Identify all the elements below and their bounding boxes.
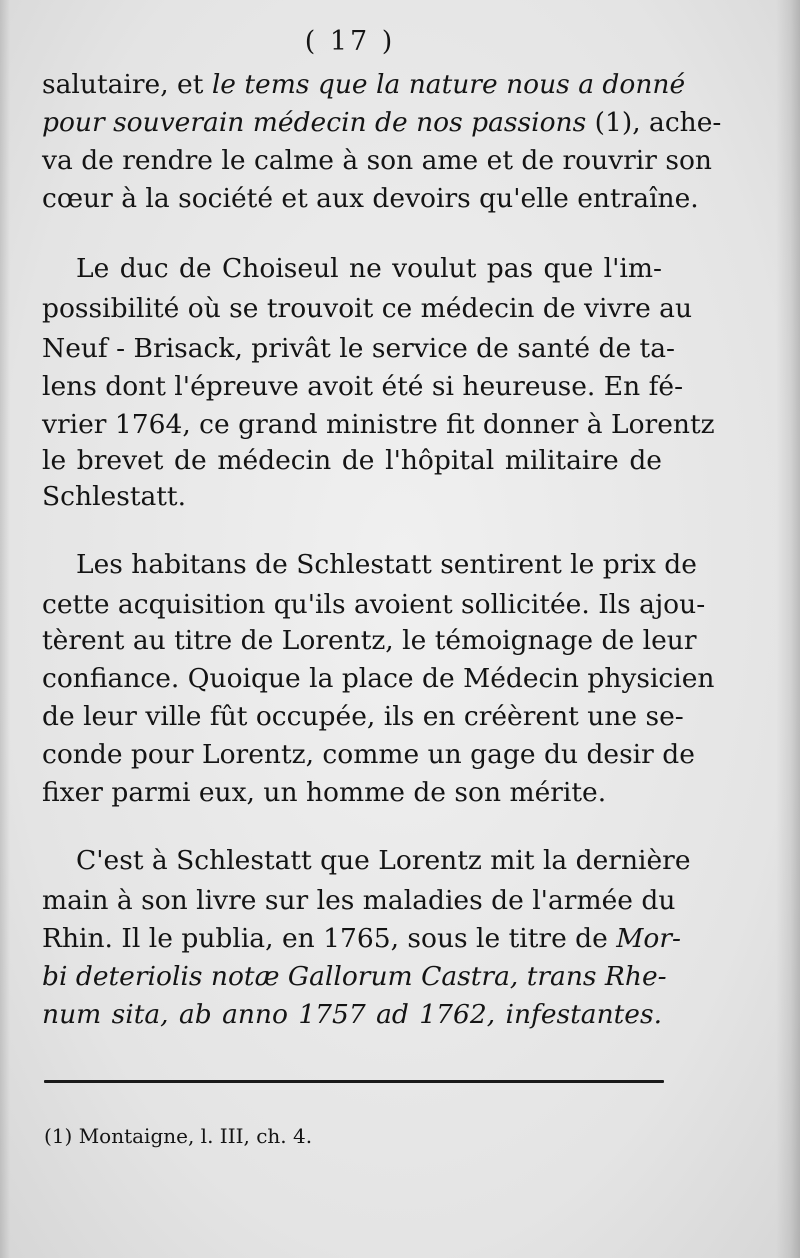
text-line: cette acquisition qu'ils avoient sollicitée. Ils ajou- <box>42 589 706 620</box>
text-line: de leur ville fût occupée, ils en créèrent une se- <box>42 701 684 732</box>
text-line: Schlestatt. <box>42 481 186 512</box>
text-line: vrier 1764, ce grand ministre fit donner à Lorentz <box>42 409 715 440</box>
text-line: va de rendre le calme à son ame et de rouvrir son <box>42 145 712 176</box>
text-line: cœur à la société et aux devoirs qu'elle entraîne. <box>42 183 699 214</box>
page-number: ( 17 ) <box>304 26 396 57</box>
text-line: Les habitans de Schlestatt sentirent le prix de <box>76 549 697 580</box>
text-line: tèrent au titre de Lorentz, le témoignage de leur <box>42 625 697 656</box>
text-line: lens dont l'épreuve avoit été si heureuse. En fé- <box>42 371 684 402</box>
text-line: num sita, ab anno 1757 ad 1762, infestantes. <box>42 999 662 1030</box>
text-line: Rhin. Il le publia, en 1765, sous le titre de Mor- <box>42 923 681 954</box>
text-line: possibilité où se trouvoit ce médecin de vivre au <box>42 293 693 324</box>
footnote: (1) Montaigne, l. III, ch. 4. <box>44 1124 313 1148</box>
page-gutter-shadow <box>776 0 800 1258</box>
text-line: fixer parmi eux, un homme de son mérite. <box>42 777 607 808</box>
text-line: Le duc de Choiseul ne voulut pas que l'im- <box>76 253 662 284</box>
footnote-rule <box>44 1080 664 1083</box>
text-line: conde pour Lorentz, comme un gage du desir de <box>42 739 695 770</box>
text-line: Neuf - Brisack, privât le service de santé de ta- <box>42 333 675 364</box>
text-line: C'est à Schlestatt que Lorentz mit la dernière <box>76 845 691 876</box>
text-line: salutaire, et le tems que la nature nous a donné <box>42 69 686 100</box>
text-line: le brevet de médecin de l'hôpital militaire de <box>42 445 662 476</box>
text-line: bi deteriolis notæ Gallorum Castra, trans Rhe- <box>42 961 667 992</box>
page-left-shadow <box>0 0 10 1258</box>
text-line: main à son livre sur les maladies de l'armée du <box>42 885 676 916</box>
text-line: pour souverain médecin de nos passions (1), ache- <box>42 107 722 138</box>
text-line: confiance. Quoique la place de Médecin physicien <box>42 663 715 694</box>
